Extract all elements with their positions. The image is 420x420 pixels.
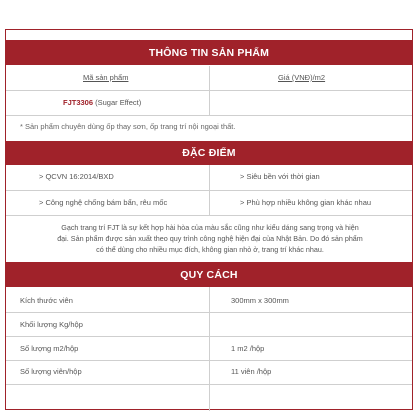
- description-line: đại. Sản phẩm được sản xuất theo quy trình công nghệ hiện đại của Nhật Bản. Do đó sản phẩm: [57, 234, 363, 243]
- feature-item: > Siêu bền với thời gian: [240, 172, 320, 181]
- product-info-header: [6, 40, 412, 65]
- description-line: Gạch trang trí FJT là sự kết hợp hài hòa của màu sắc cũng như kiểu dáng sang trọng và hiện: [61, 223, 359, 232]
- product-code-suffix: (Sugar Effect): [95, 98, 142, 107]
- product-note: * Sản phẩm chuyên dùng ốp thay sơn, ốp trang trí nội ngoại thất.: [20, 122, 236, 131]
- feature-item: > Công nghệ chống bám bẩn, rêu mốc: [39, 198, 168, 207]
- specs-header: [6, 262, 412, 287]
- product-info-title: THÔNG TIN SẢN PHẨM: [148, 46, 270, 59]
- spec-value: 1 m2 /hộp: [231, 344, 265, 353]
- divider: [6, 384, 412, 385]
- features-header: [6, 141, 412, 165]
- description-line: có thể dùng cho nhiều mục đích, không gian nhỏ ở, trang trí khác nhau.: [96, 245, 324, 254]
- spec-value: 300mm x 300mm: [231, 296, 289, 305]
- divider: [6, 215, 412, 216]
- product-info-panel: [5, 29, 413, 410]
- specs-title: QUY CÁCH: [180, 268, 238, 281]
- spec-label: Số lượng m2/hộp: [20, 344, 79, 353]
- feature-item: > QCVN 16:2014/BXD: [39, 172, 114, 181]
- column-divider: [209, 287, 210, 411]
- feature-item: > Phù hợp nhiều không gian khác nhau: [240, 198, 372, 207]
- divider: [6, 336, 412, 337]
- divider: [6, 190, 412, 191]
- spec-label: Số lượng viên/hộp: [20, 367, 82, 376]
- divider: [6, 312, 412, 313]
- divider: [6, 115, 412, 116]
- features-title: ĐẶC ĐIỂM: [182, 147, 236, 159]
- price-header: Giá (VNĐ)/m2: [278, 73, 326, 82]
- product-code: FJT3306: [63, 98, 94, 107]
- features-description: [24, 222, 396, 255]
- divider: [6, 90, 412, 91]
- divider: [6, 360, 412, 361]
- spec-label: Khối lượng Kg/hộp: [20, 320, 83, 329]
- code-header: Mã sản phẩm: [83, 73, 129, 82]
- spec-label: Kích thước viên: [20, 296, 73, 305]
- spec-value: 11 viên /hộp: [231, 367, 272, 376]
- product-code-cell: [63, 98, 141, 107]
